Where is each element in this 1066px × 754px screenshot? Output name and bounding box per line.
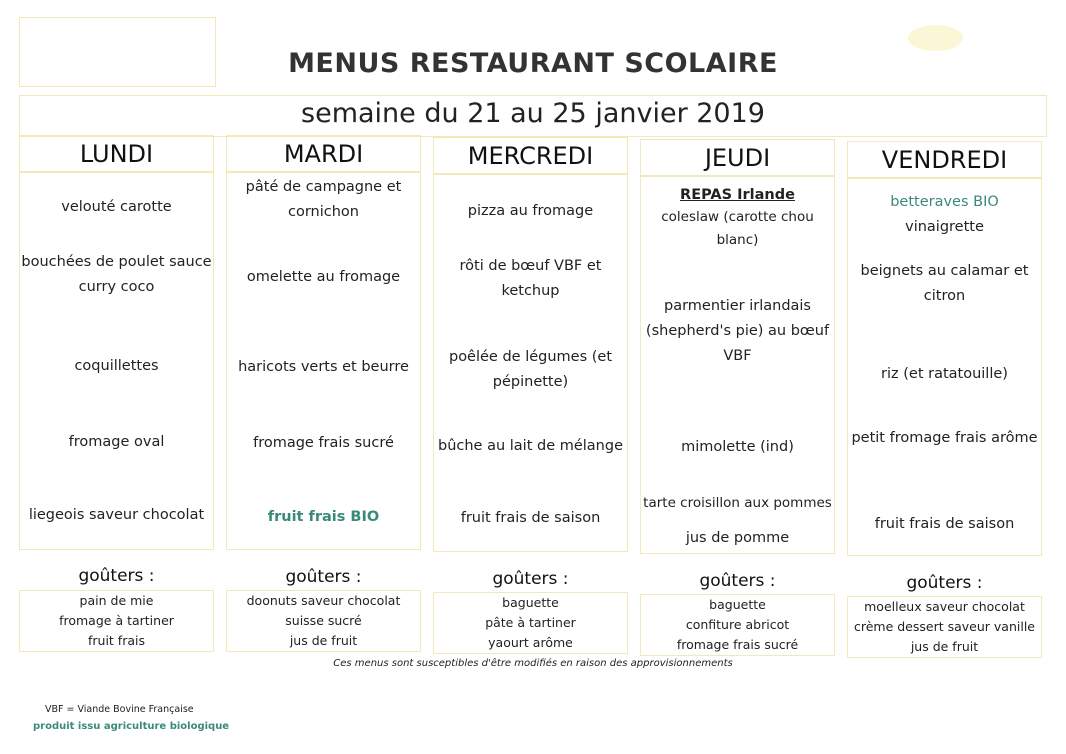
menu-item: parmentier irlandais (shepherd's pie) au bœuf VBF	[645, 298, 830, 364]
menu-item: pâté de campagne et cornichon	[245, 179, 402, 220]
gouter-box	[433, 592, 628, 654]
menu-item: haricots verts et beurre	[238, 359, 409, 375]
menu-item: jus de pomme	[685, 530, 790, 546]
gouter-item: fromage à tartiner	[59, 613, 174, 628]
gouter-title: goûters :	[699, 571, 776, 591]
menu-item: rôti de bœuf VBF et ketchup	[459, 258, 602, 299]
gouter-item: fromage frais sucré	[676, 637, 799, 652]
gouter-item: doonuts saveur chocolat	[246, 593, 401, 608]
day-header: JEUDI	[640, 139, 835, 176]
menu-item: fromage frais sucré	[253, 435, 394, 451]
menu-item-bio: fruit frais BIO	[267, 509, 380, 525]
gouter-item: moelleux saveur chocolat	[864, 599, 1025, 614]
gouter-title: goûters :	[78, 566, 155, 586]
gouter-item: pain de mie	[79, 593, 154, 608]
day-menu	[640, 176, 835, 554]
gouter-item: fruit frais	[88, 633, 145, 648]
legend-vbf: VBF = Viande Bovine Française	[45, 704, 194, 715]
gouter-title: goûters :	[285, 567, 362, 587]
gouter-item: baguette	[709, 597, 766, 612]
page-title: MENUS RESTAURANT SCOLAIRE	[288, 48, 778, 79]
gouter-item: crème dessert saveur vanille	[853, 619, 1035, 634]
gouter-item: jus de fruit	[289, 633, 358, 648]
menu-item: vinaigrette	[905, 219, 984, 235]
week-label: semaine du 21 au 25 janvier 2019	[301, 98, 765, 129]
menu-item: pizza au fromage	[467, 203, 594, 219]
gouter-box	[226, 590, 421, 652]
menu-item: bouchées de poulet sauce curry coco	[21, 254, 212, 295]
menu-item: fromage oval	[68, 434, 165, 450]
menu-item: poêlée de légumes (et pépinette)	[448, 349, 613, 390]
day-menu	[847, 178, 1042, 556]
menu-item: beignets au calamar et citron	[860, 263, 1029, 304]
day-header: MARDI	[226, 135, 421, 172]
menu-item: coquillettes	[74, 358, 159, 374]
gouter-item: suisse sucré	[285, 613, 362, 628]
day-menu	[19, 172, 214, 550]
day-menu	[433, 174, 628, 552]
menu-item: liegeois saveur chocolat	[28, 507, 205, 523]
menu-item: velouté carotte	[61, 199, 172, 215]
menu-item: bûche au lait de mélange	[437, 438, 624, 454]
day-header: VENDREDI	[847, 141, 1042, 178]
menu-item: fruit frais de saison	[874, 516, 1015, 532]
gouter-title: goûters :	[906, 573, 983, 593]
menu-item-bio: betteraves BIO	[890, 194, 999, 210]
disclaimer-note: Ces menus sont susceptibles d'être modifiés en raison des approvisionnements	[333, 658, 733, 669]
menu-item: tarte croisillon aux pommes	[643, 495, 832, 511]
day-header: LUNDI	[19, 135, 214, 172]
gouter-item: yaourt arôme	[488, 635, 573, 650]
menu-item: coleslaw (carotte chou blanc)	[661, 209, 814, 248]
gouter-item: pâte à tartiner	[485, 615, 576, 630]
menu-item: petit fromage frais arôme	[851, 430, 1038, 446]
gouter-item: jus de fruit	[910, 639, 979, 654]
menu-item: mimolette (ind)	[681, 439, 794, 455]
theme-label: REPAS Irlande	[680, 187, 795, 203]
legend-bio: produit issu agriculture biologique	[33, 721, 230, 732]
menu-item: fruit frais de saison	[460, 510, 601, 526]
day-header: MERCREDI	[433, 137, 628, 174]
menu-item: riz (et ratatouille)	[881, 366, 1008, 382]
gouter-box	[640, 594, 835, 656]
gouter-box	[19, 590, 214, 652]
day-menu	[226, 172, 421, 550]
gouter-item: confiture abricot	[685, 617, 790, 632]
gouter-box	[847, 596, 1042, 658]
gouter-title: goûters :	[492, 569, 569, 589]
gouter-item: baguette	[502, 595, 559, 610]
menu-item: omelette au fromage	[246, 269, 401, 285]
